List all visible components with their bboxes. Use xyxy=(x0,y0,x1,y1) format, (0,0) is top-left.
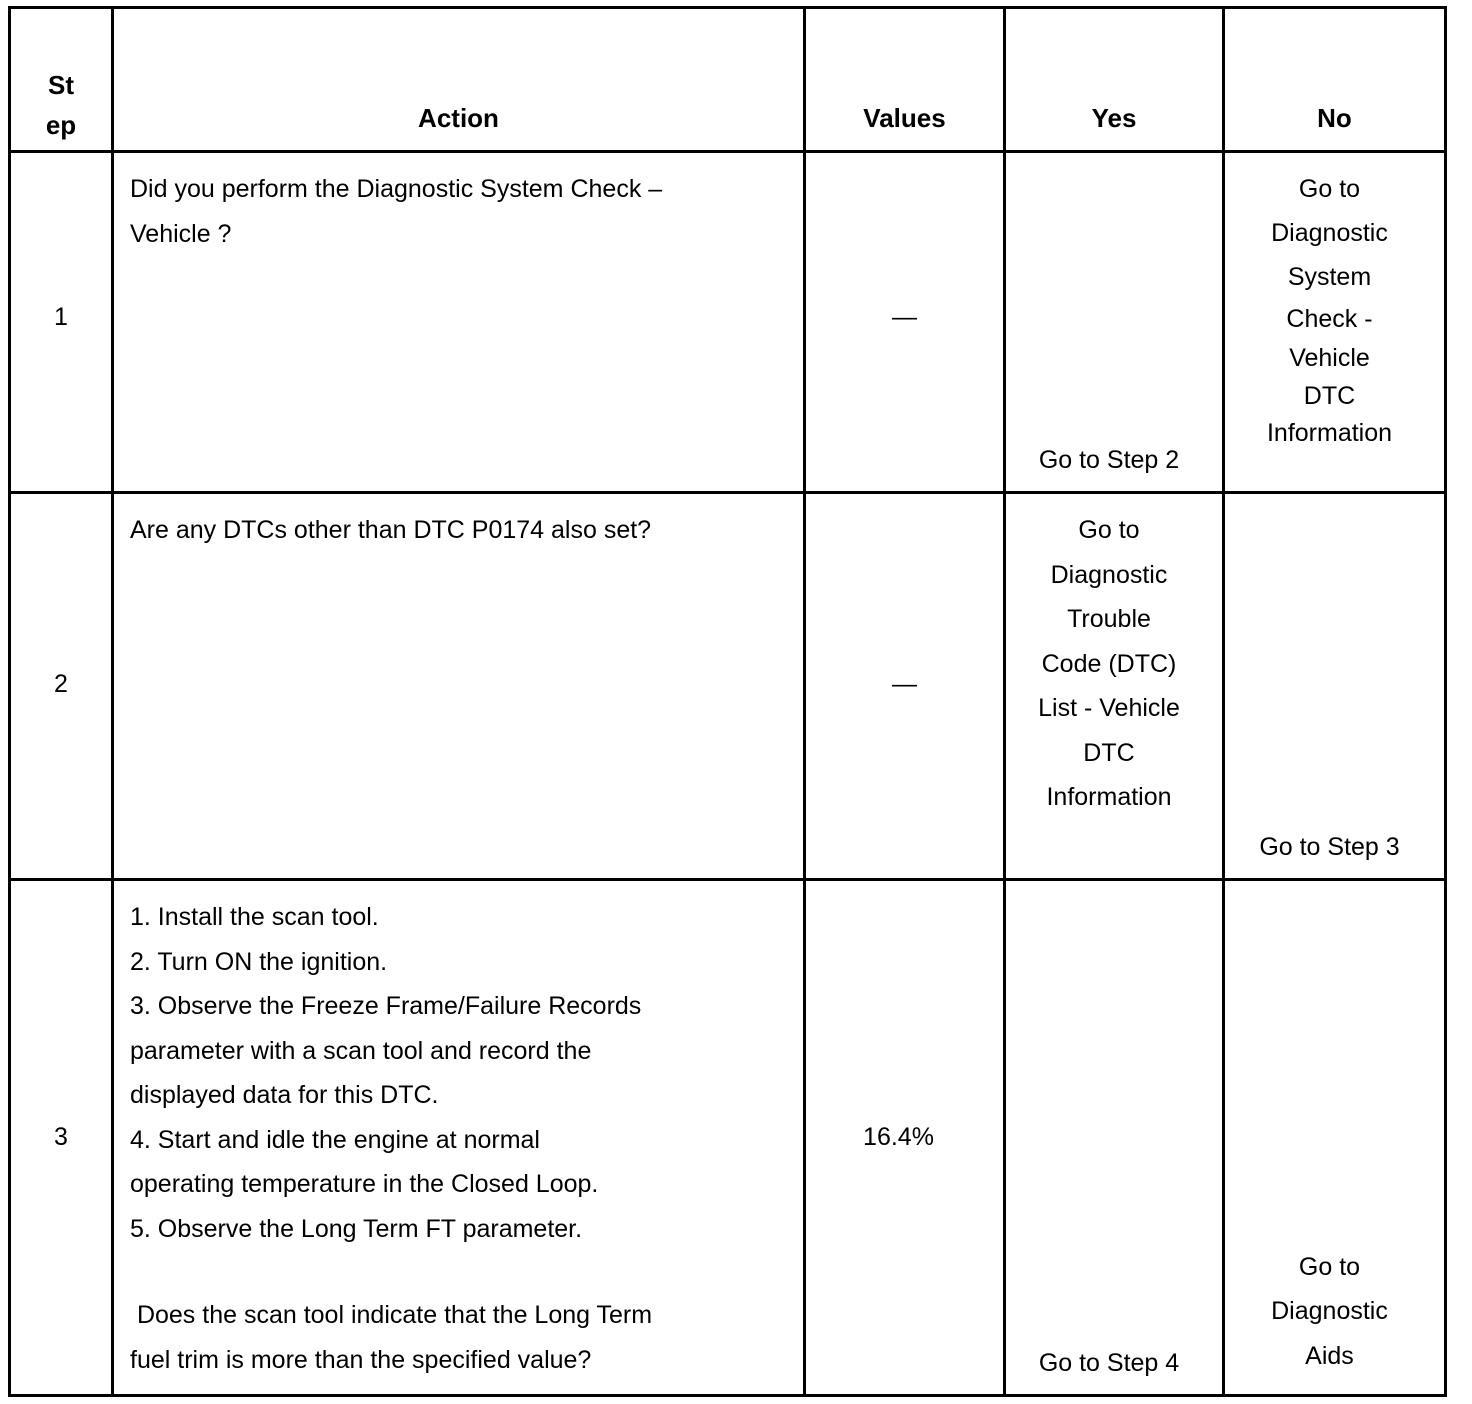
diagnostic-table xyxy=(8,6,1447,1397)
table-row xyxy=(10,493,1446,880)
action-cell xyxy=(113,152,805,493)
action-line: 4. Start and idle the engine at normal xyxy=(130,1125,540,1154)
table-row xyxy=(10,880,1446,1396)
header-row xyxy=(10,8,1446,152)
yes-link[interactable]: Go to Step 2 xyxy=(1038,446,1180,474)
action-line: Vehicle ? xyxy=(130,219,232,248)
header-yes xyxy=(1005,8,1224,152)
header-no-label: No xyxy=(1317,103,1352,133)
no-link-line: Diagnostic xyxy=(1271,219,1388,247)
yes-link-line: Code (DTC) xyxy=(1041,649,1177,678)
header-values-label: Values xyxy=(863,103,946,133)
header-no xyxy=(1224,8,1446,152)
no-cell xyxy=(1224,493,1446,880)
yes-cell xyxy=(1005,880,1224,1396)
no-link-line: DTC xyxy=(1303,382,1356,410)
action-line: 2. Turn ON the ignition. xyxy=(130,947,388,976)
value-text: — xyxy=(892,670,917,698)
no-link-line: Diagnostic xyxy=(1271,1297,1388,1325)
yes-link-line: DTC xyxy=(1083,738,1135,767)
no-link-line: System xyxy=(1287,263,1372,291)
header-yes-label: Yes xyxy=(1091,103,1137,133)
yes-link-line: Trouble xyxy=(1067,605,1151,633)
header-action-label: Action xyxy=(418,103,499,133)
value-text: 16.4% xyxy=(863,1123,934,1151)
yes-link[interactable]: Go to Step 4 xyxy=(1038,1349,1180,1377)
no-link-line: Go to xyxy=(1298,175,1361,203)
yes-link-line: List - Vehicle xyxy=(1038,694,1180,722)
action-line: displayed data for this DTC. xyxy=(130,1081,439,1109)
yes-link-line: Go to xyxy=(1078,516,1140,544)
table-row xyxy=(10,152,1446,493)
values-cell xyxy=(805,493,1005,880)
step-number: 2 xyxy=(54,670,68,698)
step-cell xyxy=(10,493,113,880)
no-link-line: Aids xyxy=(1305,1341,1354,1370)
yes-cell xyxy=(1005,493,1224,880)
action-cell xyxy=(113,880,805,1396)
action-line: 3. Observe the Freeze Frame/Failure Records xyxy=(130,992,642,1020)
no-link[interactable] xyxy=(1225,167,1434,451)
action-line: operating temperature in the Closed Loop. xyxy=(130,1170,599,1198)
yes-link[interactable] xyxy=(1006,508,1212,820)
step-cell xyxy=(10,880,113,1396)
header-step xyxy=(10,8,113,152)
action-line: 1. Install the scan tool. xyxy=(130,903,379,931)
values-cell xyxy=(805,152,1005,493)
header-action xyxy=(113,8,805,152)
no-link[interactable]: Go to Step 3 xyxy=(1259,833,1400,861)
yes-cell xyxy=(1005,152,1224,493)
step-number: 3 xyxy=(54,1123,68,1151)
action-line: 5. Observe the Long Term FT parameter. xyxy=(130,1214,583,1243)
no-cell xyxy=(1224,880,1446,1396)
no-link-line: Go to xyxy=(1298,1252,1361,1281)
action-question-line: fuel trim is more than the specified value? xyxy=(130,1345,592,1374)
step-number: 1 xyxy=(54,303,68,331)
header-step-label: St ep xyxy=(45,70,77,140)
no-link[interactable] xyxy=(1225,1245,1434,1379)
action-line: Are any DTCs other than DTC P0174 also set? xyxy=(130,516,652,544)
no-link-line: Vehicle xyxy=(1289,344,1370,372)
values-cell xyxy=(805,880,1005,1396)
action-question-line: Does the scan tool indicate that the Long Term xyxy=(130,1301,653,1329)
action-line: Did you perform the Diagnostic System Check – xyxy=(130,175,663,203)
action-line: parameter with a scan tool and record the xyxy=(130,1036,592,1065)
yes-link-line: Diagnostic xyxy=(1050,560,1168,589)
header-values xyxy=(805,8,1005,152)
no-link-line: Check - xyxy=(1286,305,1373,333)
action-cell xyxy=(113,493,805,880)
yes-link-line: Information xyxy=(1046,783,1172,811)
step-cell xyxy=(10,152,113,493)
value-text: — xyxy=(892,303,917,331)
no-cell xyxy=(1224,152,1446,493)
no-link-line: Information xyxy=(1266,419,1393,447)
